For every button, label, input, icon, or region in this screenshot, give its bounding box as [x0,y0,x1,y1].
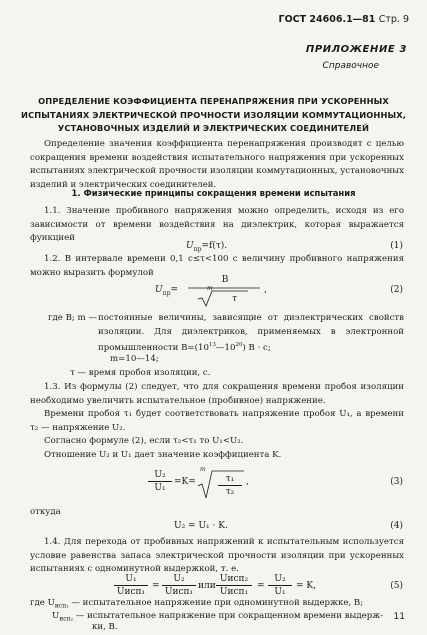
where2-sub2: исп₂ [59,615,74,623]
paragraph-1-2: 1.2. В интервале времени 0,1 с≤τ<100 с величину пробивного напряжения можно выразить формулой [30,254,404,278]
eq5-fraction-1 [114,574,148,597]
eq3-radicand-numerator: τ₁ [218,474,242,486]
where-b-m-text [98,312,404,355]
eq3-tail: , [246,477,249,487]
equation-2-number: (2) [390,285,403,295]
page-header [279,14,409,25]
eq1-rhs: =f(τ). [201,241,228,251]
appendix-subtitle: Справочное [322,61,379,71]
eq5-f1-denominator: Uисп₁ [116,587,146,597]
eq3-equals: =K= [174,477,196,487]
eq2-radicand: τ [232,294,237,304]
intro-paragraph: Определение значения коэффициента перенапряжения производят с целью сокращения времени воздействия испытательного напряжения при ускоренных испытаниях электрической прочности изоляции коммутационных, установочных изделий и электрических соединителей. [30,139,404,190]
otkuda-text: откуда [30,507,61,517]
equation-4-number: (4) [390,521,403,531]
eq5-fraction-3 [216,574,252,597]
eq3-root-index: m [200,466,206,473]
document-title [18,95,409,136]
eq3-denominator: U₁ [154,483,166,493]
where2-text2a: — испытательное напряжение при сокращенном времени выдерж- [75,611,384,621]
title-line: ИСПЫТАНИЯХ ЭЛЕКТРИЧЕСКОЙ ПРОЧНОСТИ ИЗОЛЯЦИИ КОММУТАЦИОННЫХ, [21,109,406,120]
page-number: 11 [393,612,405,622]
page-label: Стр. 9 [378,14,409,25]
eq5-eq2: = [257,581,265,591]
eq1-lhs: U [186,241,194,251]
eq5-fraction-2 [162,574,196,597]
eq5-f1-numerator: U₁ [114,574,148,586]
eq2-numerator: B [221,275,229,285]
where-u-line-3: ки, B. [92,622,118,632]
where-m-line: m=10—14; [110,354,159,364]
where-b-m-lead: где B; m — [48,313,98,323]
title-line: ОПРЕДЕЛЕНИЕ КОЭФФИЦИЕНТА ПЕРЕНАПРЯЖЕНИЯ ПРИ УСКОРЕННЫХ [38,96,389,106]
where2-text1: — испытательное напряжение при одноминутной выдержке, B; [71,598,364,608]
eq3-fraction [148,470,172,493]
eq2-equals: = [170,285,178,295]
paragraph-1-4: 1.4. Для перехода от пробивных напряжений к испытательным используется условие равенства запаса электрической прочности изоляции при ускоренных испытаниях с одноминутной выдержкой, т. е. [30,537,404,574]
eq5-f3-numerator: Uисп₂ [216,574,252,586]
eq5-f4-numerator: U₂ [268,574,292,586]
paragraph-1-3d: Отношение U₂ и U₁ дает значение коэффициента K. [44,450,282,460]
appendix-title: ПРИЛОЖЕНИЕ 3 [305,44,407,55]
paragraph-1-3a: 1.3. Из формулы (2) следует, что для сокращения времени пробоя изоляции необходимо увеличить испытательное (пробивное) напряжение. [30,382,404,406]
eq3-numerator: U₂ [148,470,172,482]
eq3-radicand-fraction [218,474,242,497]
eq2-lhs-group [155,285,178,297]
eq5-f4-denominator: U₁ [274,587,286,597]
standard-number: ГОСТ 24606.1—81 [278,14,376,25]
eq2-tail: , [264,285,267,295]
where2-lead1: где U [30,598,55,608]
section-heading: 1. Физические принципы сокращения времени испытания [71,188,356,198]
where-b-m-text1: постоянные величины, зависящие от диэлектрических свойств изоляции. Для диэлектриков, применяемых в электронной промышленности B=(10 [98,313,404,353]
eq5-tail: = K, [296,581,316,591]
eq5-ili: или [198,581,216,591]
eq5-eq1: = [152,581,160,591]
paragraph-1-3c: Согласно формуле (2), если τ₂<τ₁ то U₁<U₂. [44,436,244,446]
eq5-f3-denominator: Uисп₁ [219,587,249,597]
eq5-fraction-4 [268,574,292,597]
title-line: УСТАНОВОЧНЫХ ИЗДЕЛИЙ И ЭЛЕКТРИЧЕСКИХ СОЕДИНИТЕЛЕЙ [57,123,370,133]
where-mid: —10 [215,342,236,353]
eq5-f2-numerator: U₂ [162,574,196,586]
eq2-lhs: U [155,285,163,295]
where2-lead2: U [52,611,60,621]
equation-5-number: (5) [390,581,403,591]
where2-sub1: исп₁ [54,602,69,610]
eq3-radicand-denominator: τ₂ [225,487,235,497]
equation-1-number: (1) [390,241,403,251]
equation-4: U₂ = U₁ · K. [174,521,228,531]
eq2-radical [188,285,260,307]
equation-1 [186,241,227,253]
eq2-root-index: m [207,285,213,292]
paragraph-1-3b: Времени пробоя τ₁ будет соответствовать напряжение пробоя U₁, а времени τ₂ — напряжение U₂. [30,409,404,433]
where-b-m-text2: ) B · с; [242,342,271,353]
eq5-f2-denominator: Uисп₁ [164,587,194,597]
paragraph-1-1: 1.1. Значение пробивного напряжения можно определить, исходя из его зависимости от времени воздействия на диэлектрик, которая выражается функцией [30,206,404,243]
eq1-lhs-sub: пр [193,245,202,253]
where-exp1: 13 [208,342,216,348]
where-exp2: 20 [235,342,243,348]
where-tau-line: τ — время пробоя изоляции, с. [70,368,211,378]
equation-3-number: (3) [390,477,403,487]
eq2-lhs-sub: пр [162,289,171,297]
